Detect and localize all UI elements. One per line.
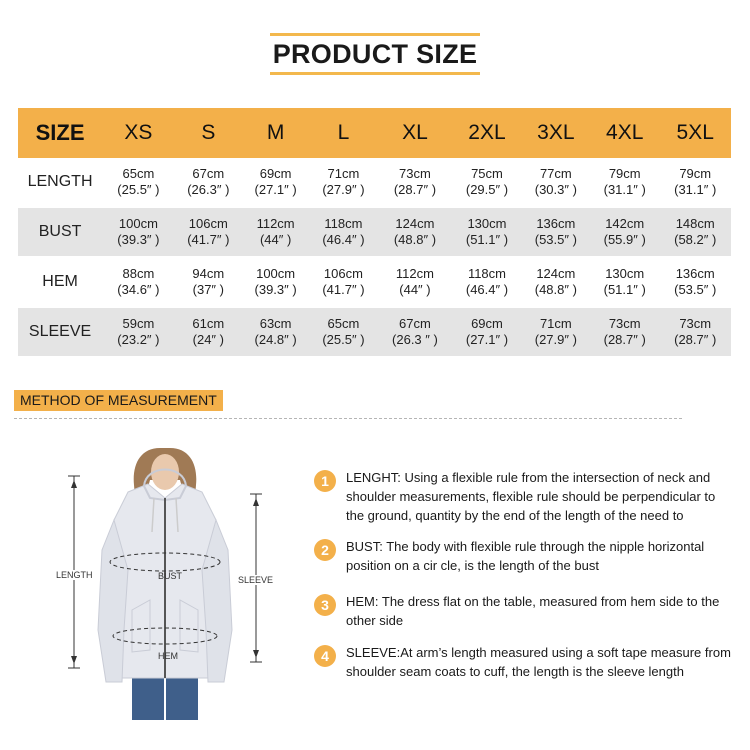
method-text: HEM: The dress flat on the table, measured from hem side to the other side: [346, 594, 720, 628]
cm-value: 88cm: [122, 266, 155, 281]
step-number-badge: 1: [314, 470, 336, 492]
inch-value: (48.8″ ): [393, 232, 437, 247]
cm-value: 67cm: [192, 166, 225, 181]
title-top-rule: [270, 33, 480, 36]
cm-value: 71cm: [327, 166, 360, 181]
cm-value: 118cm: [467, 266, 506, 281]
cm-value: 73cm: [679, 316, 712, 331]
cm-value: 106cm: [188, 216, 228, 231]
cm-value: 63cm: [259, 316, 292, 331]
inch-value: (55.9″ ): [603, 232, 646, 247]
row-label: LENGTH: [27, 173, 93, 190]
size-cell: [242, 258, 309, 306]
size-cell: [102, 208, 175, 256]
inch-value: (28.7″ ): [393, 182, 437, 197]
size-cell: [242, 208, 309, 256]
cm-value: 124cm: [536, 266, 576, 281]
inch-value: (48.8″ ): [534, 282, 577, 297]
size-row-bust: [18, 208, 731, 256]
size-cell: [452, 308, 521, 356]
size-header-cell: XL: [378, 108, 453, 158]
inch-value: (25.5″ ): [322, 332, 365, 347]
size-header-cell: SIZE: [18, 108, 102, 158]
size-cell: [378, 158, 453, 206]
size-cell: [659, 308, 731, 356]
sleeve-label: SLEEVE: [238, 575, 274, 585]
dashed-divider: [14, 418, 682, 419]
length-label: LENGTH: [56, 570, 93, 580]
size-cell: [522, 208, 590, 256]
hem-label: HEM: [158, 651, 178, 661]
size-header-cell: 2XL: [452, 108, 521, 158]
inch-value: (51.1″ ): [603, 282, 646, 297]
size-cell: [309, 208, 377, 256]
inch-value: (46.4″ ): [465, 282, 509, 297]
inch-value: (29.5″ ): [465, 182, 509, 197]
method-heading: METHOD OF MEASUREMENT: [14, 390, 223, 411]
bust-label: BUST: [158, 571, 183, 581]
size-cell: [378, 308, 453, 356]
cm-value: 73cm: [608, 316, 641, 331]
cm-value: 67cm: [399, 316, 431, 331]
size-cell: [175, 158, 242, 206]
size-cell: [590, 308, 659, 356]
size-cell: [452, 158, 521, 206]
size-row-length: [18, 158, 731, 206]
cm-value: 100cm: [256, 266, 296, 281]
cm-value: 65cm: [122, 166, 155, 181]
size-cell: [659, 258, 731, 306]
inch-value: (58.2″ ): [674, 232, 717, 247]
cm-value: 100cm: [118, 216, 158, 231]
cm-value: 118cm: [324, 216, 363, 231]
cm-value: 79cm: [679, 166, 712, 181]
inch-value: (23.2″ ): [117, 332, 160, 347]
size-row-sleeve: [18, 308, 731, 356]
row-label: HEM: [42, 273, 78, 290]
cm-value: 112cm: [395, 266, 434, 281]
cm-value: 71cm: [539, 316, 572, 331]
size-chart-table: [18, 108, 731, 356]
cm-value: 79cm: [608, 166, 641, 181]
inch-value: (39.3″ ): [254, 282, 297, 297]
inch-value: (46.4″ ): [322, 232, 365, 247]
inch-value: (27.9″ ): [322, 182, 365, 197]
inch-value: (31.1″ ): [603, 182, 646, 197]
cm-value: 65cm: [327, 316, 360, 331]
cm-value: 130cm: [605, 266, 645, 281]
size-cell: [102, 158, 175, 206]
inch-value: (28.7″ ): [674, 332, 717, 347]
size-cell: [659, 208, 731, 256]
row-label: BUST: [18, 208, 102, 256]
inch-value: (24″ ): [192, 332, 224, 347]
size-cell: [309, 258, 377, 306]
size-cell: [452, 208, 521, 256]
cm-value: 142cm: [605, 216, 645, 231]
hoodie-figure: [40, 440, 290, 720]
cm-value: 136cm: [675, 266, 715, 281]
size-header-cell: 5XL: [659, 108, 731, 158]
inch-value: (44″ ): [399, 282, 431, 297]
size-header-cell: 3XL: [522, 108, 590, 158]
size-cell: [452, 258, 521, 306]
inch-value: (51.1″ ): [465, 232, 509, 247]
size-cell: [175, 308, 242, 356]
cm-value: 73cm: [399, 166, 431, 181]
inch-value: (27.9″ ): [534, 332, 577, 347]
inch-value: (53.5″ ): [534, 232, 577, 247]
cm-value: 112cm: [256, 216, 295, 231]
row-label: SLEEVE: [18, 308, 102, 356]
cm-value: 69cm: [259, 166, 292, 181]
inch-value: (28.7″ ): [603, 332, 646, 347]
inch-value: (31.1″ ): [674, 182, 717, 197]
size-cell: [522, 258, 590, 306]
cm-value: 130cm: [467, 216, 507, 231]
inch-value: (34.6″ ): [117, 282, 160, 297]
size-header-cell: M: [242, 108, 309, 158]
step-number-badge: 3: [314, 594, 336, 616]
title-bottom-rule: [270, 72, 480, 75]
size-cell: [522, 158, 590, 206]
size-header-cell: S: [175, 108, 242, 158]
size-cell: [242, 308, 309, 356]
inch-value: (44″ ): [259, 232, 292, 247]
size-header-row: [18, 108, 731, 158]
cm-value: 69cm: [471, 316, 503, 331]
size-header-cell: 4XL: [590, 108, 659, 158]
method-text: SLEEVE:At arm’s length measured using a soft tape measure from shoulder seam coats to cuff, the length is the sleeve length: [346, 645, 731, 679]
size-cell: [175, 208, 242, 256]
step-number-badge: 2: [314, 539, 336, 561]
title-block: [270, 33, 480, 75]
inch-value: (25.5″ ): [117, 182, 160, 197]
cm-value: 124cm: [395, 216, 435, 231]
method-text: BUST: The body with flexible rule through the nipple horizontal position on a cir cle, is the length of the bust: [346, 539, 705, 573]
size-cell: [102, 308, 175, 356]
cm-value: 136cm: [536, 216, 576, 231]
size-cell: [590, 158, 659, 206]
size-cell: [309, 158, 377, 206]
inch-value: (37″ ): [192, 282, 224, 297]
inch-value: (30.3″ ): [534, 182, 577, 197]
inch-value: (27.1″ ): [465, 332, 509, 347]
cm-value: 59cm: [122, 316, 155, 331]
cm-value: 77cm: [539, 166, 572, 181]
size-cell: [522, 308, 590, 356]
inch-value: (41.7″ ): [187, 232, 230, 247]
inch-value: (39.3″ ): [117, 232, 160, 247]
inch-value: (26.3″ ): [187, 182, 230, 197]
size-cell: [175, 258, 242, 306]
size-header-cell: L: [309, 108, 377, 158]
inch-value: (24.8″ ): [254, 332, 297, 347]
size-cell: [102, 258, 175, 306]
size-cell: [309, 308, 377, 356]
size-cell: [378, 208, 453, 256]
cm-value: 61cm: [192, 316, 225, 331]
cm-value: 75cm: [471, 166, 503, 181]
method-text: LENGHT: Using a flexible rule from the intersection of neck and shoulder measurements, flexible rule should be perpendicular to the ground, quantity by the end of the length of the need to: [346, 470, 716, 523]
size-cell: [659, 158, 731, 206]
step-number-badge: 4: [314, 645, 336, 667]
inch-value: (27.1″ ): [254, 182, 297, 197]
size-cell: [242, 158, 309, 206]
inch-value: (41.7″ ): [322, 282, 365, 297]
inch-value: (53.5″ ): [674, 282, 717, 297]
cm-value: 106cm: [323, 266, 363, 281]
size-header-cell: XS: [102, 108, 175, 158]
page-title: PRODUCT SIZE: [272, 39, 478, 69]
inch-value: (26.3 ″ ): [392, 332, 438, 347]
size-row-hem: [18, 258, 731, 306]
size-cell: [378, 258, 453, 306]
cm-value: 94cm: [192, 266, 225, 281]
cm-value: 148cm: [675, 216, 715, 231]
size-cell: [590, 258, 659, 306]
size-cell: [590, 208, 659, 256]
